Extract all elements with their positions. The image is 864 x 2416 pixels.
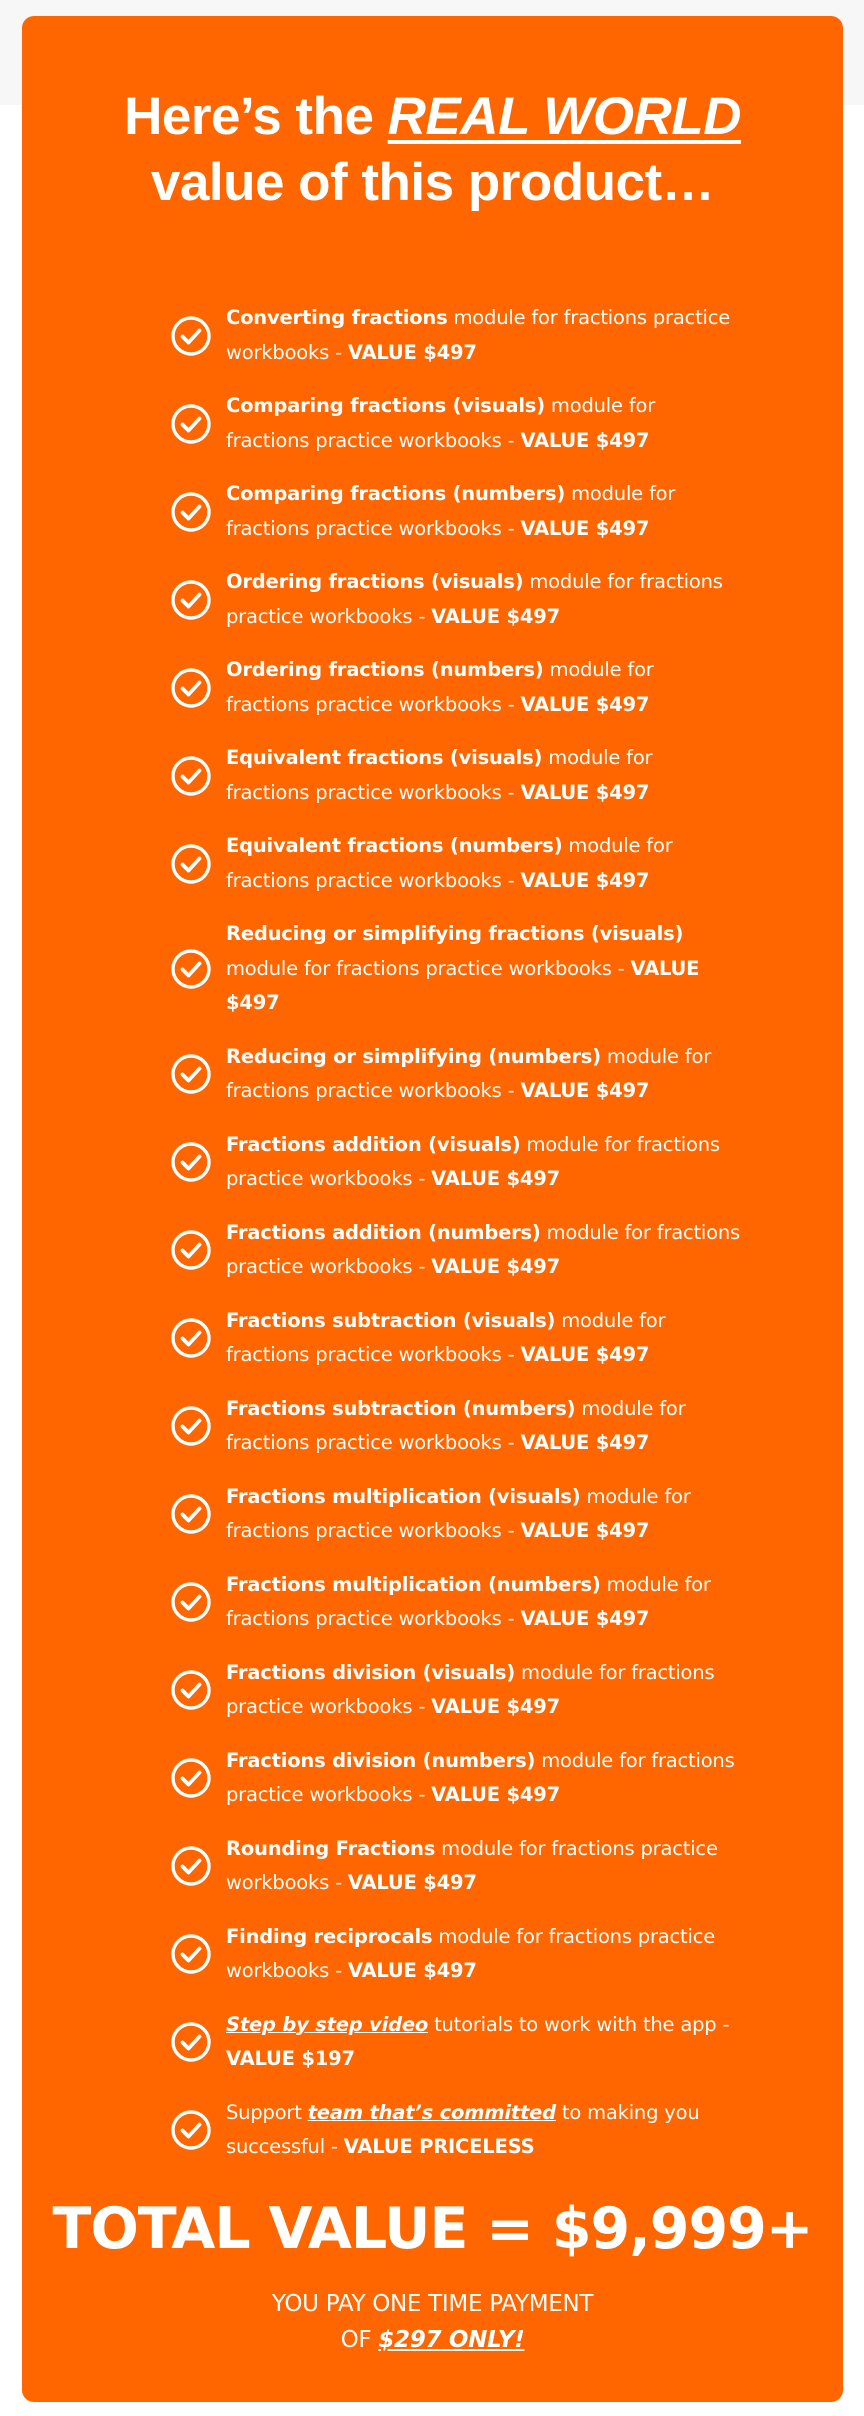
- feature-value: VALUE $497: [347, 340, 477, 364]
- feature-value: VALUE $497: [520, 1079, 650, 1102]
- check-circle-icon: [170, 1757, 212, 1799]
- feature-name: Fractions multiplication (visuals): [226, 1484, 581, 1508]
- feature-value: VALUE $497: [520, 516, 650, 540]
- feature-text: [226, 1216, 740, 1285]
- check-circle-icon: [170, 755, 212, 797]
- feature-description: module for fractions practice workbooks -: [226, 1396, 686, 1454]
- feature-value: VALUE $497: [431, 1695, 560, 1718]
- value-card: [22, 16, 843, 2402]
- feature-text: [226, 565, 740, 634]
- feature-name: Finding reciprocals: [226, 1924, 433, 1948]
- check-circle-icon: [170, 2021, 212, 2063]
- feature-value: VALUE $497: [431, 604, 560, 628]
- feature-name: Ordering fractions (visuals): [226, 570, 524, 593]
- feature-text: [226, 1128, 740, 1197]
- feature-description: module for fractions practice workbooks -: [226, 746, 653, 804]
- feature-text: [226, 389, 740, 458]
- check-circle-icon: [170, 1141, 212, 1183]
- feature-value: VALUE $497: [226, 956, 700, 1014]
- check-circle-icon: [170, 579, 212, 621]
- check-circle-icon: [170, 948, 212, 990]
- check-circle-icon: [170, 1933, 212, 1975]
- feature-description: module for fractions practice workbooks -: [226, 1924, 716, 1982]
- payment-line1: YOU PAY ONE TIME PAYMENT: [271, 2291, 594, 2317]
- payment-note: [22, 2286, 843, 2358]
- feature-item: [170, 917, 740, 1021]
- check-circle-icon: [170, 667, 212, 709]
- feature-value: VALUE $497: [520, 1431, 650, 1454]
- check-circle-icon: [170, 1229, 212, 1271]
- feature-item: [170, 1656, 740, 1725]
- feature-item: [170, 1216, 740, 1285]
- check-circle-icon: [170, 1581, 212, 1623]
- feature-item: [170, 301, 740, 370]
- feature-description: to making you successful -: [226, 2100, 700, 2158]
- feature-item: [170, 2096, 740, 2165]
- feature-name: Fractions subtraction (visuals): [226, 1308, 556, 1332]
- check-circle-icon: [170, 1669, 212, 1711]
- feature-description: module for fractions practice workbooks -: [226, 1044, 712, 1102]
- feature-text: [226, 1656, 740, 1725]
- feature-item: [170, 2008, 740, 2077]
- payment-price: $297 ONLY!: [378, 2327, 525, 2353]
- feature-name: Equivalent fractions (numbers): [226, 834, 563, 857]
- feature-name: Equivalent fractions (visuals): [226, 746, 543, 769]
- feature-value: VALUE PRICELESS: [343, 2135, 535, 2158]
- feature-text: [226, 1920, 740, 1989]
- feature-value: VALUE $497: [520, 428, 650, 452]
- headline-emphasis: REAL WORLD: [387, 87, 741, 146]
- feature-description: module for fractions practice workbooks -: [226, 482, 676, 540]
- feature-name: Step by step video: [226, 2012, 429, 2036]
- feature-text: [226, 1568, 740, 1637]
- feature-name: Reducing or simplifying fractions (visuals): [226, 922, 684, 945]
- feature-description: module for fractions practice workbooks -: [226, 834, 673, 892]
- feature-description: module for fractions practice workbooks -: [226, 1308, 666, 1366]
- feature-item: [170, 565, 740, 634]
- feature-value: VALUE $497: [520, 1607, 650, 1630]
- total-value: TOTAL VALUE = $9,999+: [52, 2196, 813, 2262]
- check-circle-icon: [170, 315, 212, 357]
- feature-item: [170, 389, 740, 458]
- check-circle-icon: [170, 403, 212, 445]
- feature-text: [226, 917, 740, 1021]
- check-circle-icon: [170, 843, 212, 885]
- feature-item: [170, 1480, 740, 1549]
- feature-name: Fractions division (numbers): [226, 1748, 536, 1772]
- feature-description: module for fractions practice workbooks -: [226, 956, 631, 980]
- feature-text: [226, 829, 740, 898]
- feature-lead: Support: [226, 2100, 308, 2124]
- feature-item: [170, 829, 740, 898]
- headline-line2: value of this product…: [150, 153, 715, 212]
- feature-name: Comparing fractions (visuals): [226, 394, 545, 417]
- feature-item: [170, 477, 740, 546]
- feature-value: VALUE $497: [520, 780, 650, 804]
- feature-value: VALUE $497: [431, 1783, 560, 1806]
- feature-description: module for fractions practice workbooks -: [226, 1484, 691, 1542]
- feature-description: module for fractions practice workbooks -: [226, 1220, 740, 1278]
- feature-name: Rounding Fractions: [226, 1836, 436, 1860]
- feature-value: VALUE $497: [431, 1167, 560, 1190]
- check-circle-icon: [170, 1493, 212, 1535]
- headline-prefix: Here’s the: [124, 87, 388, 146]
- feature-description: module for fractions practice workbooks -: [226, 1572, 711, 1630]
- check-circle-icon: [170, 491, 212, 533]
- feature-item: [170, 1568, 740, 1637]
- check-circle-icon: [170, 1053, 212, 1095]
- feature-text: [226, 477, 740, 546]
- feature-name: team that’s committed: [307, 2100, 556, 2124]
- feature-description: module for fractions practice workbooks -: [226, 306, 731, 364]
- feature-description: module for fractions practice workbooks -: [226, 658, 654, 716]
- feature-item: [170, 1128, 740, 1197]
- check-circle-icon: [170, 1317, 212, 1359]
- feature-text: [226, 1040, 740, 1109]
- headline: [22, 84, 843, 216]
- feature-item: [170, 1304, 740, 1373]
- feature-name: Fractions division (visuals): [226, 1660, 516, 1684]
- feature-value: VALUE $497: [520, 1343, 650, 1366]
- feature-description: module for fractions practice workbooks -: [226, 1748, 735, 1806]
- feature-text: [226, 653, 740, 722]
- check-circle-icon: [170, 2109, 212, 2151]
- feature-description: module for fractions practice workbooks -: [226, 1132, 720, 1190]
- feature-value: VALUE $497: [347, 1959, 477, 1982]
- feature-name: Comparing fractions (numbers): [226, 482, 566, 505]
- feature-item: [170, 1744, 740, 1813]
- feature-item: [170, 741, 740, 810]
- feature-item: [170, 1832, 740, 1901]
- check-circle-icon: [170, 1845, 212, 1887]
- feature-text: [226, 301, 740, 370]
- check-circle-icon: [170, 1405, 212, 1447]
- feature-name: Fractions subtraction (numbers): [226, 1396, 576, 1420]
- feature-description: tutorials to work with the app -: [428, 2012, 730, 2036]
- feature-item: [170, 1392, 740, 1461]
- feature-value: VALUE $497: [431, 1255, 560, 1278]
- feature-item: [170, 1040, 740, 1109]
- feature-name: Ordering fractions (numbers): [226, 658, 544, 681]
- feature-description: module for fractions practice workbooks -: [226, 394, 656, 452]
- feature-description: module for fractions practice workbooks -: [226, 570, 723, 628]
- feature-text: [226, 741, 740, 810]
- feature-text: [226, 1304, 740, 1373]
- feature-name: Reducing or simplifying (numbers): [226, 1044, 601, 1068]
- feature-item: [170, 653, 740, 722]
- feature-value: VALUE $497: [347, 1871, 477, 1894]
- feature-name: Fractions addition (numbers): [226, 1220, 541, 1244]
- feature-text: [226, 2008, 740, 2077]
- feature-text: [226, 1480, 740, 1549]
- feature-value: VALUE $197: [226, 2047, 355, 2070]
- payment-of: OF: [340, 2327, 379, 2353]
- feature-item: [170, 1920, 740, 1989]
- feature-name: Fractions multiplication (numbers): [226, 1572, 601, 1596]
- feature-value: VALUE $497: [520, 1519, 650, 1542]
- feature-value: VALUE $497: [520, 868, 650, 892]
- feature-text: [226, 1832, 740, 1901]
- feature-description: module for fractions practice workbooks -: [226, 1660, 715, 1718]
- feature-list: [170, 301, 740, 2184]
- feature-name: Converting fractions: [226, 306, 448, 329]
- feature-name: Fractions addition (visuals): [226, 1132, 521, 1156]
- feature-text: [226, 1392, 740, 1461]
- feature-description: module for fractions practice workbooks -: [226, 1836, 718, 1894]
- feature-text: [226, 2096, 740, 2165]
- feature-text: [226, 1744, 740, 1813]
- feature-value: VALUE $497: [520, 692, 650, 716]
